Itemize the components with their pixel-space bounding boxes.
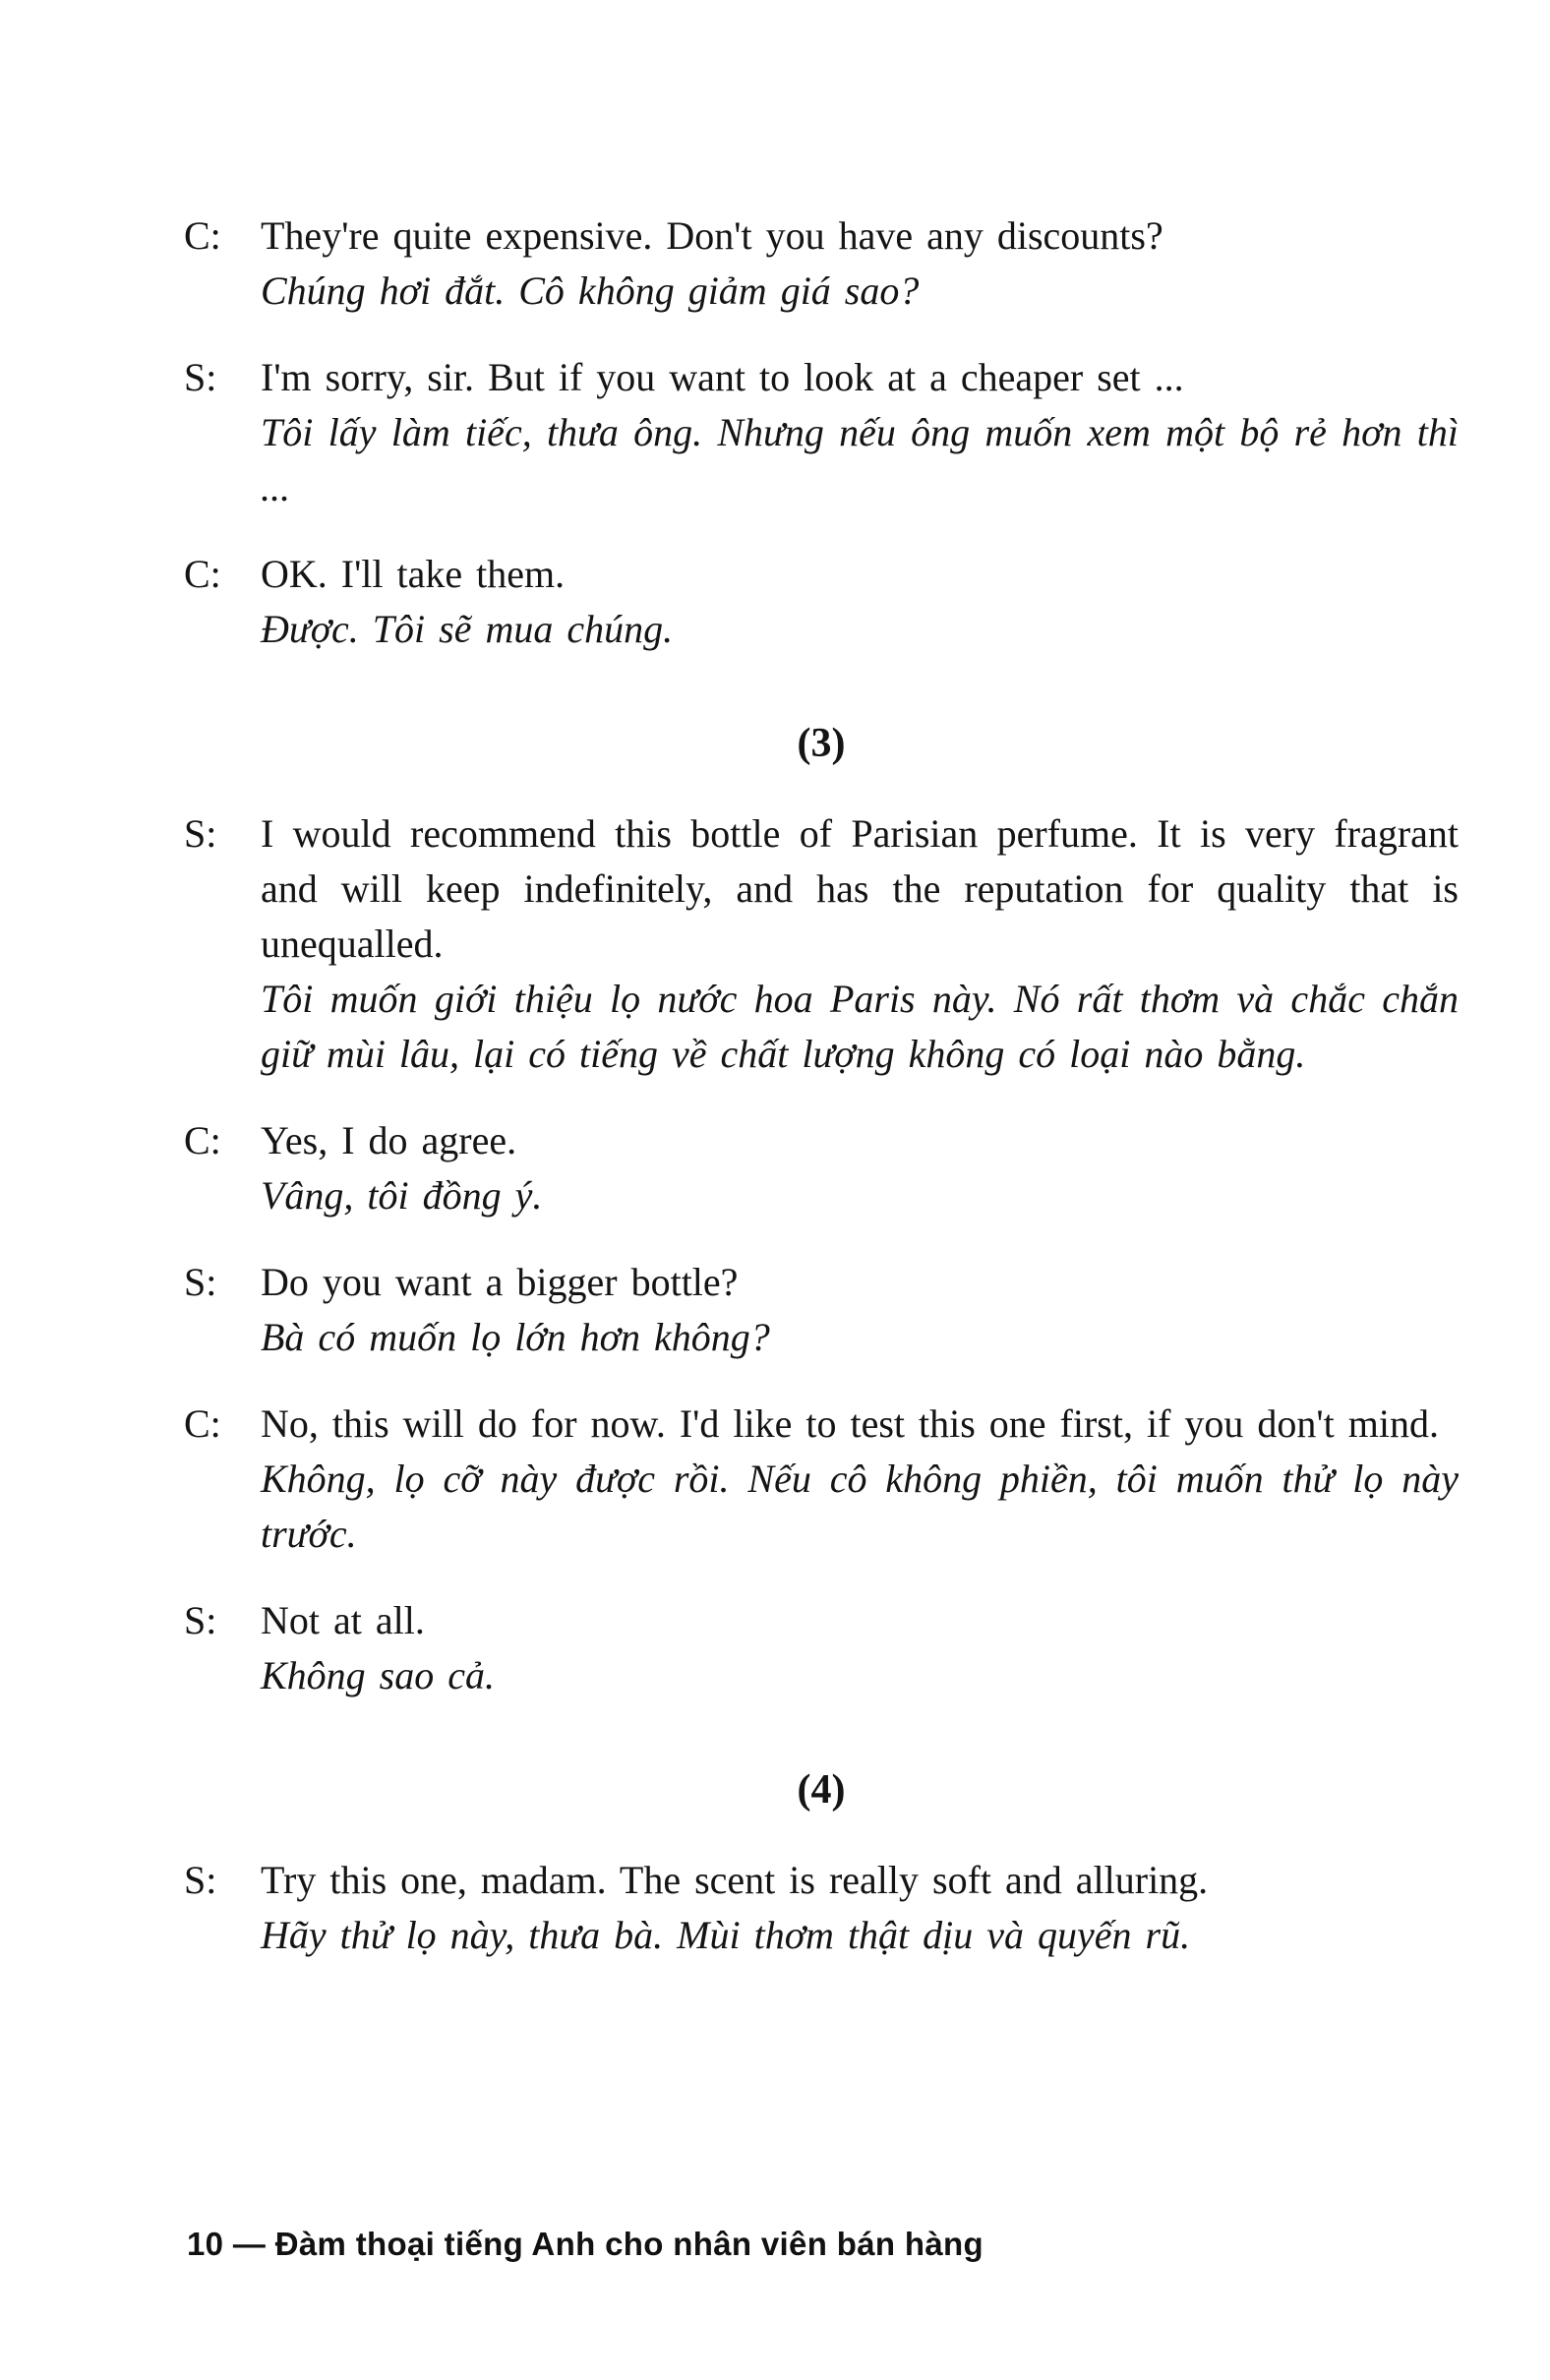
- vietnamese-line: Tôi lấy làm tiếc, thưa ông. Nhưng nếu ông muốn xem một bộ rẻ hơn thì ...: [261, 410, 1459, 509]
- dialogue-section: [184, 208, 1459, 1994]
- english-line: Yes, I do agree.: [261, 1118, 517, 1162]
- turn-text: [261, 1113, 1459, 1223]
- speaker-label: C:: [184, 213, 221, 258]
- english-line: OK. I'll take them.: [261, 552, 566, 596]
- dialogue-turn: [184, 547, 1459, 657]
- vietnamese-line: Vâng, tôi đồng ý.: [261, 1173, 543, 1218]
- speaker-label: C:: [184, 1401, 221, 1446]
- turn-text: [261, 1255, 1459, 1365]
- dialogue-turn: [184, 806, 1459, 1082]
- vietnamese-line: Được. Tôi sẽ mua chúng.: [261, 607, 674, 651]
- page-footer: [187, 2225, 984, 2264]
- vietnamese-line: Không sao cả.: [261, 1653, 495, 1697]
- vietnamese-line: Không, lọ cỡ này được rồi. Nếu cô không phiền, tôi muốn thử lọ này trước.: [261, 1457, 1459, 1556]
- section-number: (4): [797, 1767, 846, 1813]
- turn-text: [261, 208, 1459, 319]
- english-line: Not at all.: [261, 1598, 425, 1642]
- vietnamese-line: Hãy thử lọ này, thưa bà. Mùi thơm thật dịu và quyến rũ.: [261, 1913, 1191, 1957]
- dialogue-turn: [184, 208, 1459, 319]
- dialogue-turn: [184, 350, 1459, 515]
- vietnamese-line: Tôi muốn giới thiệu lọ nước hoa Paris này. Nó rất thơm và chắc chắn giữ mùi lâu, lại có tiếng về chất lượng không có loại nào bằng.: [261, 977, 1459, 1076]
- dialogue-turn: [184, 1397, 1459, 1562]
- english-line: Do you want a bigger bottle?: [261, 1260, 739, 1304]
- turn-text: [261, 1397, 1459, 1562]
- speaker-label: S:: [184, 811, 217, 856]
- english-line: They're quite expensive. Don't you have any discounts?: [261, 213, 1163, 258]
- footer-text: 10 — Đàm thoại tiếng Anh cho nhân viên bán hàng: [187, 2226, 984, 2262]
- vietnamese-line: Bà có muốn lọ lớn hơn không?: [261, 1315, 770, 1359]
- english-line: Try this one, madam. The scent is really soft and alluring.: [261, 1858, 1209, 1902]
- turn-text: [261, 350, 1459, 515]
- english-line: I'm sorry, sir. But if you want to look at a cheaper set ...: [261, 355, 1184, 399]
- dialogue-turn: [184, 1255, 1459, 1365]
- speaker-label: C:: [184, 552, 221, 596]
- section-number: (3): [797, 721, 846, 766]
- speaker-label: C:: [184, 1118, 221, 1162]
- dialogue-turn: [184, 1113, 1459, 1223]
- turn-text: [261, 1853, 1459, 1963]
- english-line: No, this will do for now. I'd like to test this one first, if you don't mind.: [261, 1401, 1439, 1446]
- turn-text: [261, 806, 1459, 1082]
- english-line: I would recommend this bottle of Parisian perfume. It is very fragrant and will keep indefinitely, and has the reputation for quality that is unequalled.: [261, 811, 1459, 966]
- speaker-label: S:: [184, 1260, 217, 1304]
- speaker-label: S:: [184, 355, 217, 399]
- speaker-label: S:: [184, 1598, 217, 1642]
- dialogue-turn: [184, 1853, 1459, 1963]
- dialogue-turn: [184, 1593, 1459, 1703]
- vietnamese-line: Chúng hơi đắt. Cô không giảm giá sao?: [261, 268, 920, 313]
- speaker-label: S:: [184, 1858, 217, 1902]
- turn-text: [261, 1593, 1459, 1703]
- turn-text: [261, 547, 1459, 657]
